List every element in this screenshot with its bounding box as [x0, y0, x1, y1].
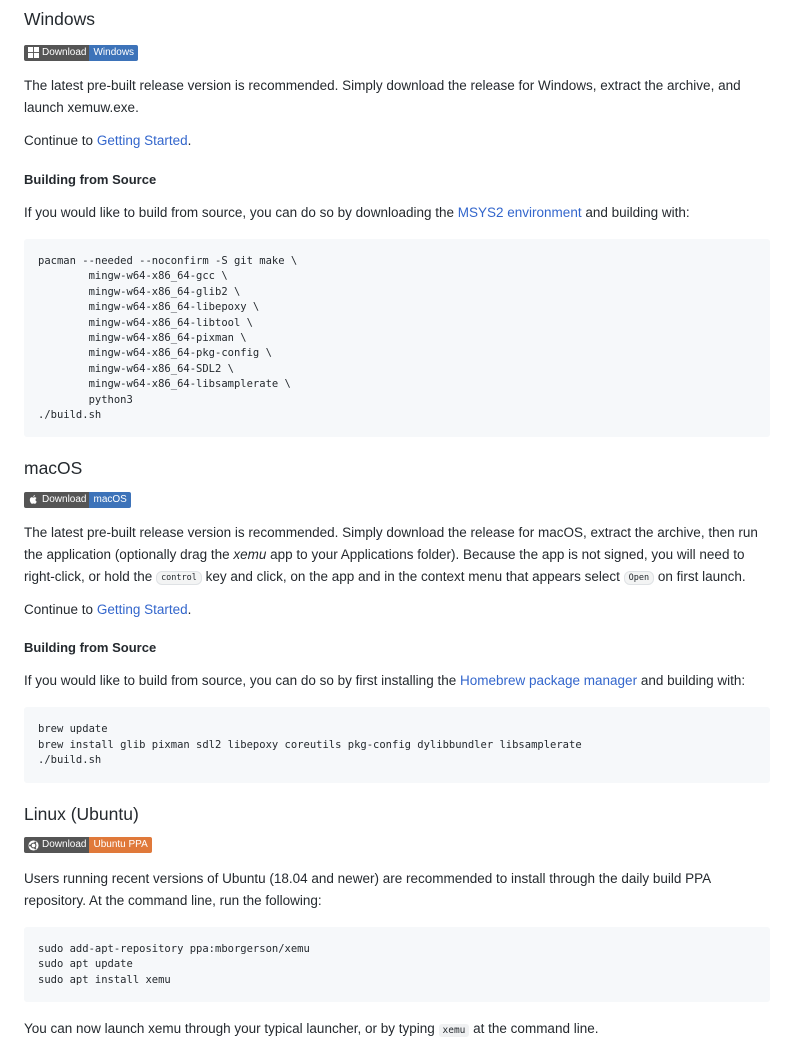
linux-outro	[24, 1018, 770, 1042]
xemu-emphasis: xemu	[233, 547, 267, 563]
macos-build-text	[24, 670, 770, 692]
windows-build-heading: Building from Source	[24, 172, 157, 187]
windows-download-badge[interactable]	[24, 45, 138, 61]
linux-heading: Linux (Ubuntu)	[24, 803, 139, 824]
outro-suffix: at the command line.	[469, 1020, 599, 1036]
badge-right-label: Ubuntu PPA	[89, 837, 151, 853]
linux-section	[24, 802, 770, 1042]
macos-intro-part: on first launch.	[654, 569, 746, 585]
macos-intro-part: app to your Applications folder). Because the app is not signed, you will need to right-click, or hold the	[24, 547, 745, 585]
getting-started-link[interactable]: Getting Started	[96, 602, 188, 618]
macos-section	[24, 456, 770, 782]
macos-intro-part: The latest pre-built release version is recommended. Simply download the release for macOS, extract the archive, then run the application (optionally drag the	[24, 525, 758, 563]
windows-heading: Windows	[24, 9, 95, 29]
linux-download-badge[interactable]	[24, 837, 152, 853]
linux-intro: Users running recent versions of Ubuntu (18.04 and newer) are recommended to install through the daily build PPA repository. At the command line, run the following:	[24, 870, 711, 908]
macos-build-heading: Building from Source	[24, 640, 157, 656]
build-suffix: and building with:	[581, 205, 690, 220]
build-suffix: and building with:	[637, 673, 746, 689]
build-prefix: If you would like to build from source, you can do so by downloading the	[24, 205, 458, 220]
linux-code-block[interactable]: sudo add-apt-repository ppa:mborgerson/xemu sudo apt update sudo apt install xemu	[24, 927, 770, 1002]
continue-prefix: Continue to	[24, 133, 97, 148]
control-key: control	[156, 571, 202, 585]
badge-right-label: Windows	[89, 45, 138, 61]
windows-section	[24, 0, 770, 437]
macos-code-block[interactable]: brew update brew install glib pixman sdl2 libepoxy coreutils pkg-config dylibbundler libsamplerate ./build.sh	[24, 707, 770, 782]
macos-intro	[24, 522, 770, 588]
badge-left-label: Download	[42, 46, 87, 58]
windows-intro: The latest pre-built release version is recommended. Simply download the release for Windows, extract the archive, and launch xemuw.exe.	[24, 78, 741, 115]
macos-heading: macOS	[24, 458, 83, 479]
xemu-inline-code: xemu	[439, 1024, 470, 1037]
build-prefix: If you would like to build from source, you can do so by first installing the	[24, 673, 460, 689]
outro-prefix: You can now launch xemu through your typical launcher, or by typing	[24, 1020, 439, 1036]
ubuntu-logo-icon	[28, 840, 39, 851]
windows-logo-icon	[28, 47, 39, 58]
windows-build-text	[24, 202, 770, 224]
windows-code-block[interactable]: pacman --needed --noconfirm -S git make \ mingw-w64-x86_64-gcc \ mingw-w64-x86_64-glib2 \ mingw-w64-x86_64-libepoxy \ mingw-w64-x86_64-libtool \ mingw-w64-x86_64-pixman \ mingw-w64-x86_64-pkg-config \ mingw-w64-x86_64-SDL2 \ mingw-w64-x86_64-libsamplerate \ python3 ./build.sh	[24, 239, 770, 437]
getting-started-link[interactable]: Getting Started	[96, 133, 188, 148]
macos-continue	[24, 599, 770, 621]
homebrew-link[interactable]: Homebrew package manager	[459, 673, 638, 689]
msys2-link[interactable]: MSYS2 environment	[457, 205, 582, 220]
continue-prefix: Continue to	[24, 602, 97, 618]
windows-continue	[24, 130, 770, 152]
badge-right-label: macOS	[89, 492, 130, 508]
open-key: Open	[624, 571, 654, 585]
continue-suffix: .	[187, 602, 192, 618]
badge-left-label: Download	[42, 839, 87, 851]
continue-suffix: .	[187, 133, 192, 148]
apple-logo-icon	[28, 494, 39, 505]
macos-download-badge[interactable]	[24, 492, 131, 508]
macos-intro-part: key and click, on the app and in the context menu that appears select	[201, 569, 624, 585]
badge-left-label: Download	[42, 493, 87, 505]
